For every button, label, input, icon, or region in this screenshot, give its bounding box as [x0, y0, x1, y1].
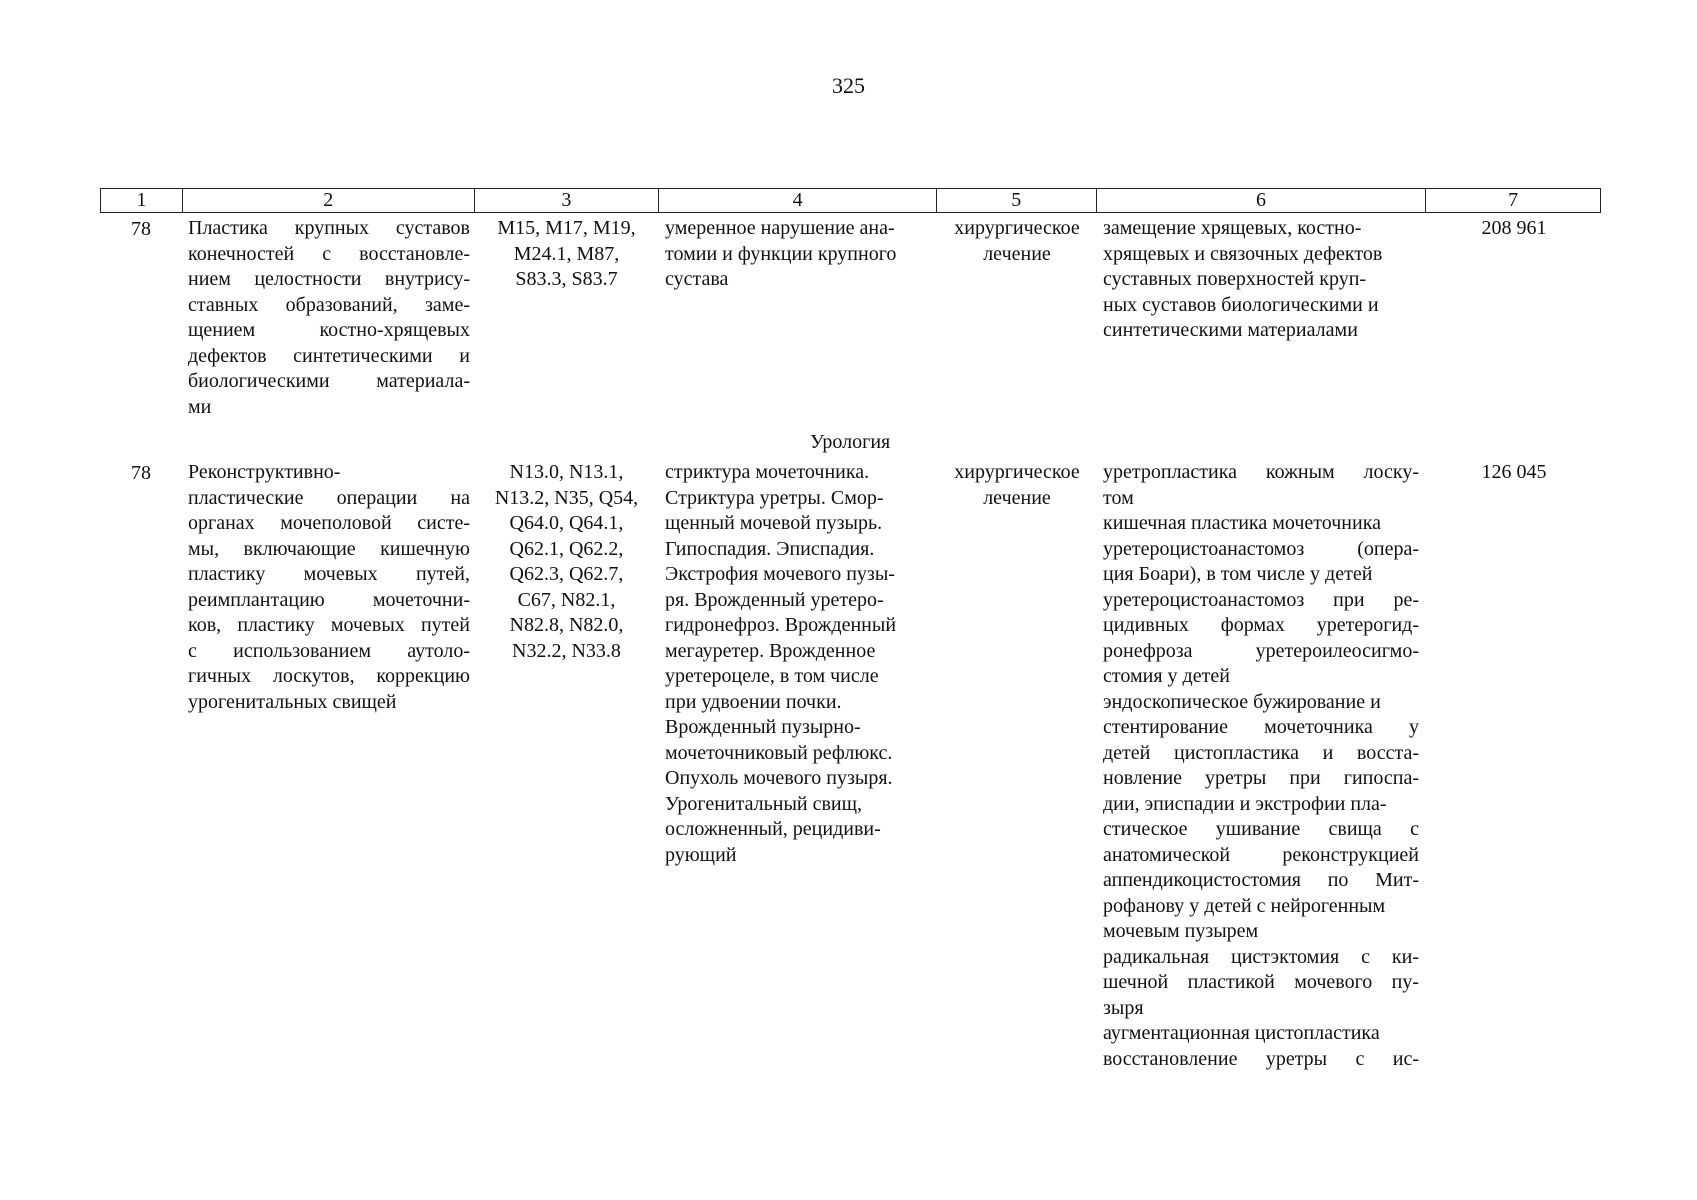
column-header-6: 6 — [1097, 189, 1427, 212]
cell-text-line: гидронефроз. Врожденный — [665, 614, 897, 636]
cell-text-line: ронефроза уретероилеосигмо- — [1103, 639, 1419, 662]
cell-text-line: аппендикоцистостомия по Мит- — [1103, 869, 1419, 891]
cell-text-line: урогенитальных свищей — [188, 690, 397, 713]
cell-text-line: биологическими материала- — [188, 370, 470, 392]
cell-text-line: радикальная цистэктомия с ки- — [1103, 945, 1419, 968]
cell-text-line: N13.2, N35, Q54, — [494, 486, 639, 509]
cell-text-line: уретероцеле, в том числе — [665, 665, 879, 687]
cell-text-line: аугментационная цистопластика — [1103, 1022, 1380, 1044]
cell-text-line: пластические операции на — [188, 486, 470, 509]
cell-text-line: органах мочеполовой систе- — [188, 512, 470, 534]
cell-text-line: хрящевых и связочных дефектов — [1103, 242, 1383, 265]
cell-text-line: Экстрофия мочевого пузы- — [665, 563, 895, 585]
cell-text-line: S83.3, S83.7 — [515, 268, 618, 290]
cell-text-line: мочеточниковый рефлюкс. — [665, 741, 893, 764]
cell-text-line: мегауретер. Врожденное — [665, 639, 876, 662]
cell-text-line: хирургическое — [954, 217, 1080, 239]
cell-text-line: ков, пластику мочевых путей — [188, 614, 470, 636]
column-header-4: 4 — [659, 189, 937, 212]
cell-text-line: синтетическими материалами — [1103, 319, 1358, 341]
cell-text-line: с использованием аутоло- — [188, 639, 470, 662]
cell-text-line: щением костно-хрящевых — [188, 319, 470, 341]
cost-value: 126 045 — [1481, 461, 1547, 483]
cell-text-line: нием целостности внутрису- — [188, 268, 470, 290]
cell-text-line: конечностей с восстановле- — [188, 242, 470, 265]
cell-text-line: лечение — [983, 242, 1051, 265]
cell-text-line: стическое ушивание свища с — [1103, 818, 1419, 840]
patient-model — [659, 216, 937, 422]
row-number: 78 — [131, 462, 151, 484]
cell-text-line: Q64.0, Q64.1, — [509, 512, 624, 534]
cell-text-line: щенный мочевой пузырь. — [665, 512, 883, 534]
cell-text-line: рофанову у детей с нейрогенным — [1103, 894, 1386, 917]
cell-text-line: уретероцистоанастомоз (опера- — [1103, 537, 1419, 560]
cell-text-line: ных суставов биологическими и — [1103, 293, 1379, 316]
cell-text-line: уретероцистоанастомоз при ре- — [1103, 588, 1419, 611]
cell-text-line: хирургическое — [954, 461, 1080, 483]
cell-text-line: томии и функции крупного — [665, 242, 897, 265]
table-row — [100, 460, 1601, 1072]
treatment-type — [937, 216, 1097, 422]
cell-text-line: анатомической реконструкцией — [1103, 843, 1419, 866]
cost-value: 208 961 — [1481, 217, 1547, 239]
cell-text-line: N32.2, N33.8 — [512, 639, 621, 662]
cell-text-line: пластику мочевых путей, — [188, 563, 470, 585]
row-number: 78 — [131, 218, 151, 240]
page-number: 325 — [832, 73, 865, 98]
cell-text-line: Q62.3, Q62.7, — [509, 563, 624, 585]
table-header-row — [100, 188, 1601, 213]
cell-text-line: Опухоль мочевого пузыря. — [665, 767, 893, 789]
cell-text-line: Урогенитальный свищ, — [665, 792, 863, 815]
cell-text-line: Пластика крупных суставов — [188, 217, 470, 239]
section-title: Урология — [810, 431, 891, 453]
cell-text-line: новление уретры при гипоспа- — [1103, 767, 1419, 789]
cell-text-line: N82.8, N82.0, — [509, 614, 624, 636]
cell-text-line: Q62.1, Q62.2, — [509, 537, 624, 560]
cell-text-line: рующий — [665, 843, 737, 866]
cell-text-line: эндоскопическое бужирование и — [1103, 690, 1381, 713]
cell-text-line: Стриктура уретры. Смор- — [665, 486, 884, 509]
service-name — [182, 216, 474, 422]
treatment-type — [937, 460, 1097, 1072]
cell-text-line: том — [1103, 486, 1134, 509]
cell-text-line: шечной пластикой мочевого пу- — [1103, 971, 1419, 993]
cell-text-line: мы, включающие кишечную — [188, 537, 470, 560]
cell-text-line: лечение — [983, 486, 1051, 509]
cell-text-line: суставных поверхностей круп- — [1103, 268, 1367, 290]
cell-text-line: сустава — [665, 268, 729, 290]
diagnosis-codes — [474, 216, 659, 422]
cell-text-line: замещение хрящевых, костно- — [1103, 217, 1362, 239]
cell-text-line: гичных лоскутов, коррекцию — [188, 665, 470, 687]
column-header-7: 7 — [1508, 189, 1519, 211]
cell-text-line: при удвоении почки. — [665, 690, 842, 713]
column-header-1: 1 — [101, 189, 183, 212]
cell-text-line: стомия у детей — [1103, 665, 1230, 687]
diagnosis-codes — [474, 460, 659, 1072]
column-header-2: 2 — [183, 189, 475, 212]
cell-text-line: дии, эписпадии и экстрофии пла- — [1103, 792, 1387, 815]
cell-text-line: Врожденный пузырно- — [665, 716, 861, 738]
treatment-method — [1097, 460, 1427, 1072]
cell-text-line: умеренное нарушение ана- — [665, 217, 895, 239]
cell-text-line: кишечная пластика мочеточника — [1103, 512, 1381, 534]
cell-text-line: ми — [188, 395, 212, 418]
treatment-method — [1097, 216, 1427, 422]
cell-text-line: ря. Врожденный уретеро- — [665, 588, 884, 611]
cell-text-line: осложненный, рецидиви- — [665, 818, 881, 840]
service-name — [182, 460, 474, 1072]
table-row — [100, 216, 1601, 422]
section-heading-row — [100, 430, 1601, 460]
column-header-3: 3 — [475, 189, 660, 212]
cell-text-line: стентирование мочеточника у — [1103, 716, 1419, 738]
cell-text-line: Реконструктивно- — [188, 461, 341, 483]
cell-text-line: Гипоспадия. Эписпадия. — [665, 537, 875, 560]
cell-text-line: мочевым пузырем — [1103, 920, 1259, 942]
cell-text-line: дефектов синтетическими и — [188, 344, 470, 367]
cell-text-line: реимплантацию мочеточни- — [188, 588, 470, 611]
patient-model — [659, 460, 937, 1072]
cell-text-line: ция Боари), в том числе у детей — [1103, 563, 1373, 585]
cell-text-line: стриктура мочеточника. — [665, 461, 870, 483]
services-table — [100, 188, 1601, 1072]
cell-text-line: M15, M17, M19, — [497, 217, 636, 239]
cell-text-line: N13.0, N13.1, — [509, 461, 624, 483]
cell-text-line: уретропластика кожным лоску- — [1103, 461, 1419, 483]
cell-text-line: C67, N82.1, — [517, 588, 616, 611]
cell-text-line: восстановление уретры с ис- — [1103, 1047, 1419, 1070]
cell-text-line: ставных образований, заме- — [188, 293, 470, 316]
cell-text-line: цидивных формах уретерогид- — [1103, 614, 1419, 636]
cell-text-line: детей цистопластика и восста- — [1103, 741, 1419, 764]
column-header-5: 5 — [937, 189, 1097, 212]
cell-text-line: зыря — [1103, 996, 1144, 1019]
cell-text-line: M24.1, M87, — [513, 242, 620, 265]
